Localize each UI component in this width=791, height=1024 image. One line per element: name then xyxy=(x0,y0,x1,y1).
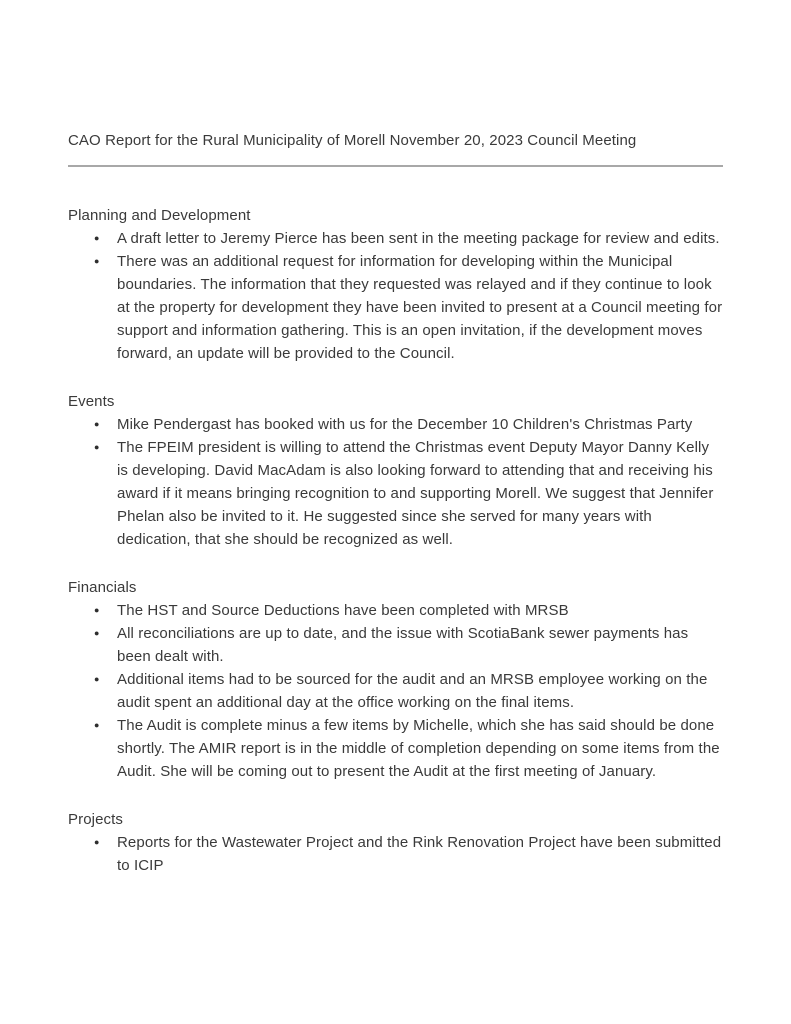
bullet-item xyxy=(68,227,723,250)
bullet-item xyxy=(68,668,723,714)
bullet-item xyxy=(68,831,723,877)
bullet-icon: ● xyxy=(94,628,100,638)
document-section xyxy=(68,576,723,783)
section-heading-planning-and-development: Planning and Development xyxy=(68,207,251,224)
document-title: CAO Report for the Rural Municipality of Morell November 20, 2023 Council Meeting xyxy=(68,132,637,149)
bullet-icon: ● xyxy=(94,419,100,429)
bullet-item xyxy=(68,436,723,551)
bullet-item xyxy=(68,714,723,783)
bullet-list xyxy=(68,599,723,783)
bullet-icon: ● xyxy=(94,837,100,847)
bullet-list xyxy=(68,413,723,551)
bullet-icon: ● xyxy=(94,605,100,615)
section-heading-financials: Financials xyxy=(68,579,137,596)
bullet-text: All reconciliations are up to date, and the issue with ScotiaBank sewer payments has been dealt with. xyxy=(117,625,689,665)
bullet-text: Mike Pendergast has booked with us for the December 10 Children's Christmas Party xyxy=(117,416,693,433)
bullet-icon: ● xyxy=(94,720,100,730)
bullet-item xyxy=(68,250,723,365)
bullet-item xyxy=(68,413,723,436)
bullet-list xyxy=(68,831,723,877)
section-heading-projects: Projects xyxy=(68,811,123,828)
bullet-item xyxy=(68,599,723,622)
document-section xyxy=(68,204,723,365)
bullet-text: Additional items had to be sourced for the audit and an MRSB employee working on the audit spent an additional day at the office working on the final items. xyxy=(117,671,708,711)
bullet-text: Reports for the Wastewater Project and the Rink Renovation Project have been submitted to ICIP xyxy=(117,834,722,874)
section-heading-events: Events xyxy=(68,393,115,410)
bullet-icon: ● xyxy=(94,233,100,243)
bullet-text: The HST and Source Deductions have been completed with MRSB xyxy=(117,602,569,619)
bullet-item xyxy=(68,622,723,668)
bullet-text: There was an additional request for information for developing within the Municipal boundaries. The information that they requested was relayed and if they continue to look at the property for development they have been invited to present at a Council meeting for support and information gathering. This is an open invitation, if the development moves forward, an update will be provided to the Council. xyxy=(117,253,723,362)
document-section xyxy=(68,808,723,877)
bullet-icon: ● xyxy=(94,674,100,684)
bullet-icon: ● xyxy=(94,256,100,266)
bullet-text: The FPEIM president is willing to attend the Christmas event Deputy Mayor Danny Kelly is developing. David MacAdam is also looking forward to attending that and receiving his award if it means bringing recognition to and supporting Morell. We suggest that Jennifer Phelan also be invited to it. He suggested since she served for many years with dedication, that she should be recognized as well. xyxy=(117,439,714,548)
title-divider xyxy=(68,165,723,167)
bullet-text: The Audit is complete minus a few items by Michelle, which she has said should be done shortly. The AMIR report is in the middle of completion depending on some items from the Audit. She will be coming out to present the Audit at the first meeting of January. xyxy=(117,717,720,780)
bullet-list xyxy=(68,227,723,365)
bullet-icon: ● xyxy=(94,442,100,452)
bullet-text: A draft letter to Jeremy Pierce has been sent in the meeting package for review and edits. xyxy=(117,230,720,247)
document-body xyxy=(68,204,723,877)
document-section xyxy=(68,390,723,551)
